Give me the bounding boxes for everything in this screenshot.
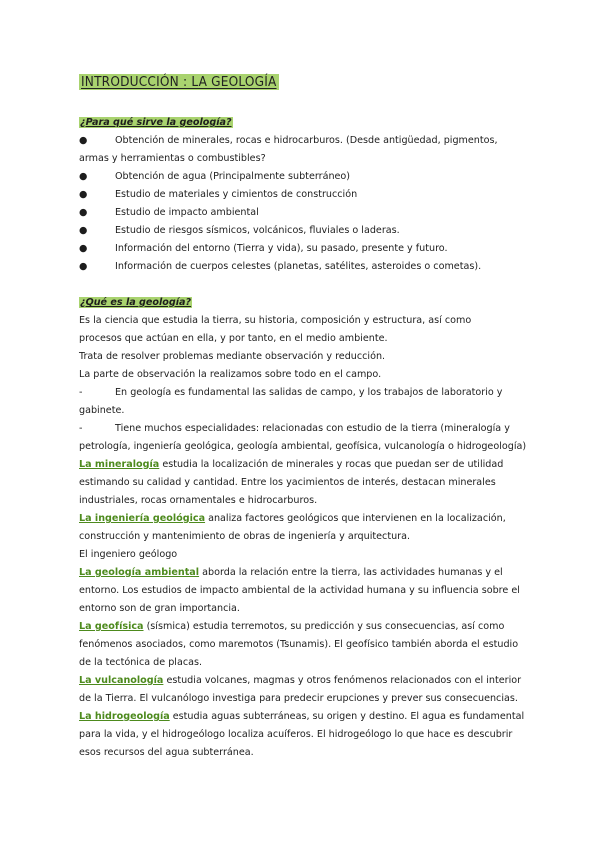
bullet-icon: ●	[79, 243, 88, 254]
paragraph-line: Es la ciencia que estudia la tierra, su historia, composición y estructura, así como	[79, 315, 472, 326]
list-item: ● Estudio de materiales y cimientos de construcción	[79, 186, 525, 204]
list-item: ● Estudio de impacto ambiental	[79, 204, 525, 222]
bullet-icon: ●	[79, 189, 88, 200]
paragraph-line: La parte de observación la realizamos sobre todo en el campo.	[79, 369, 382, 380]
paragraph-ingeniero: El ingeniero geólogo	[79, 549, 178, 560]
dash-marker: -	[79, 387, 83, 398]
section-heading-que-es: ¿Qué es la geología?	[80, 297, 192, 308]
bullet-icon: ●	[79, 261, 88, 272]
paragraph-line: procesos que actúan en ella, y por tanto, en el medio ambiente.	[79, 333, 388, 344]
paragraph-vulcanologia: La vulcanología estudia volcanes, magmas y otros fenómenos relacionados con el interior	[79, 675, 522, 686]
list-item: ● Estudio de riesgos sísmicos, volcánicos, fluviales o laderas.	[79, 222, 525, 240]
dash-marker: -	[79, 423, 83, 434]
term-hidrogeologia: La hidrogeología	[79, 711, 170, 722]
paragraph-line: Trata de resolver problemas mediante observación y reducción.	[79, 351, 386, 362]
paragraph-mineralogia: La mineralogía estudia la localización de minerales y rocas que puedan ser de utilidad	[79, 459, 504, 470]
bullet-icon: ●	[79, 207, 88, 218]
paragraph-ambiental: La geología ambiental aborda la relación entre la tierra, las actividades humanas y el	[79, 567, 503, 578]
list-item: ● Obtención de agua (Principalmente subterráneo)	[79, 168, 525, 186]
dash-item-continuation: gabinete.	[79, 405, 125, 416]
page-title: INTRODUCCIÓN : LA GEOLOGÍA	[81, 74, 277, 90]
dash-item: - Tiene muchos especialidades: relacionadas con estudio de la tierra (mineralogía y	[79, 420, 525, 438]
list-item: ● Información de cuerpos celestes (planetas, satélites, asteroides o cometas).	[79, 258, 525, 276]
term-vulcanologia: La vulcanología	[79, 675, 164, 686]
paragraph-hidrogeologia: La hidrogeología estudia aguas subterráneas, su origen y destino. El agua es fundamental	[79, 711, 525, 722]
dash-item: - En geología es fundamental las salidas de campo, y los trabajos de laboratorio y	[79, 384, 525, 402]
term-ingenieria-geologica: La ingeniería geológica	[79, 513, 206, 524]
term-geologia-ambiental: La geología ambiental	[79, 567, 200, 578]
term-mineralogia: La mineralogía	[79, 459, 160, 470]
bullet-icon: ●	[79, 135, 88, 146]
list-item: ● Obtención de minerales, rocas e hidrocarburos. (Desde antigüedad, pigmentos,	[79, 132, 525, 150]
bullet-icon: ●	[79, 225, 88, 236]
section-heading-para-que: ¿Para qué sirve la geología?	[80, 117, 232, 128]
document-body: ¿Para qué sirve la geología? ● Obtención de minerales, rocas e hidrocarburos. (Desde antigüedad, pigmentos, armas y herramientas o combustibles? ● Obtención de agua (Principalmente subterráneo) ● Estudio de materiales y cimientos de construcción ● Estudio de impacto ambiental ● Estudio de riesgos sísmicos, volcánicos, fluviales o laderas. ● Información del entorno (Tierra y vida), su pasado, presente y futuro. ● Información de cuerpos celestes (planetas, satélites, asteroides o cometas). ¿Qué es la geología? Es la ciencia que estudia la tierra, su historia, composición y estructura, así como procesos que actúan en ella, y por tanto, en el medio ambiente. Trata de resolver problemas mediante observación y reducción. La parte de observación la realizamos sobre todo en el campo. - En geología es fundamental las salidas de campo, y los trabajos de laboratorio y gabinete. - Tiene muchos especialidades: relacionadas con estudio de la tierra (mineralogía y petrología, ingeniería geológica, geología ambiental, geofísica, vulcanología o hidrogeología) La mineralogía estudia la localización de minerales y rocas que puedan ser de utilidad estimando su calidad y cantidad. Entre los yacimientos de interés, destacan minerales industriales, rocas ornamentales e hidrocarburos. La ingeniería geológica analiza factores geológicos que intervienen en la localización, construcción y mantenimiento de obras de ingeniería y arquitectura. El ingeniero geólogo La geología ambiental aborda la relación entre la tierra, las actividades humanas y el entorno. Los estudios de impacto ambiental de la actividad humana y su influencia sobre el entorno son de gran importancia. La geofísica (sísmica) estudia terremotos, su predicción y sus consecuencias, así como fenómenos asociados, como maremotos (Tsunamis). El geofísico también aborda el estudio de la tectónica de placas. La vulcanología estudia volcanes, magmas y otros fenómenos relacionados con el interior de la Tierra. El vulcanólogo investiga para predecir erupciones y prever sus consecuencias. La hidrogeología estudia aguas subterráneas, su origen y destino. El agua es fundamental para la vida, y el hidrogeólogo localiza acuíferos. El hidrogeólogo lo que hace es descubrir esos recursos del agua subterránea.	[79, 117, 527, 758]
term-geofisica: La geofísica	[79, 621, 144, 632]
paragraph-ingenieria: La ingeniería geológica analiza factores geológicos que intervienen en la localización,	[79, 513, 506, 524]
dash-item-continuation: petrología, ingeniería geológica, geología ambiental, geofísica, vulcanología o hidrogeología)	[79, 441, 527, 452]
list-item: ● Información del entorno (Tierra y vida), su pasado, presente y futuro.	[79, 240, 525, 258]
bullet-icon: ●	[79, 171, 88, 182]
paragraph-geofisica: La geofísica (sísmica) estudia terremotos, su predicción y sus consecuencias, así como	[79, 621, 505, 632]
list-item-continuation: armas y herramientas o combustibles?	[79, 153, 266, 164]
